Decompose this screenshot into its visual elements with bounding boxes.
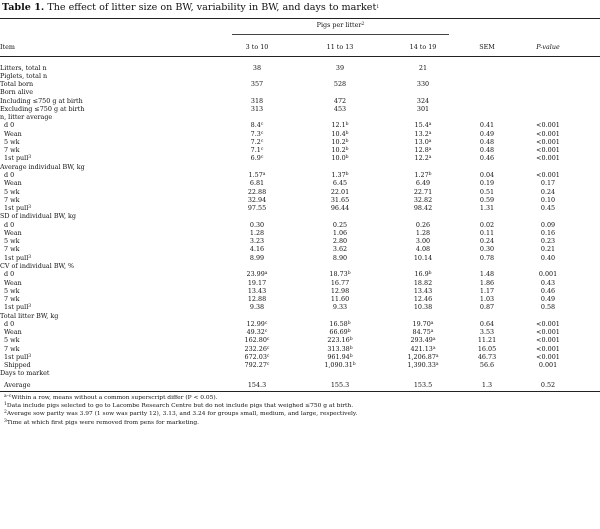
cell-col-14-to-19: 13.2$^a$: [414, 129, 432, 138]
row-label: 5 wk: [4, 336, 20, 345]
superscript-letter: c: [266, 353, 270, 359]
cell-col-14-to-19: 1.28: [415, 228, 431, 237]
table-row: [0, 64, 600, 72]
row-label: CV of individual BW, %: [0, 261, 75, 270]
cell-col-p-value: <0.001: [536, 146, 560, 155]
table-row: [0, 353, 600, 361]
row-label: 1st pull$^3$: [4, 352, 32, 361]
row-label: 1st pull$^3$: [4, 204, 32, 213]
row-label: n, litter average: [0, 113, 53, 122]
table-row: [0, 138, 600, 146]
cell-col-sem: 1.17: [479, 286, 495, 295]
row-label: Total litter BW, kg: [0, 311, 59, 320]
cell-col-11-to-13: 10.2$^b$: [331, 146, 349, 155]
cell-col-p-value: <0.001: [536, 121, 560, 130]
cell-col-p-value: <0.001: [536, 352, 560, 361]
superscript-letter: c: [260, 155, 264, 161]
cell-col-3-to-10: 22.88: [247, 187, 267, 196]
table-row: [0, 221, 600, 229]
cell-col-11-to-13: 472: [333, 96, 347, 105]
row-label: d 0: [4, 220, 15, 229]
cell-col-3-to-10: 232.26$^c$: [244, 344, 270, 353]
superscript-letter: c: [260, 130, 264, 136]
table-row: [0, 279, 600, 287]
top-rule: [0, 18, 600, 19]
cell-col-11-to-13: 1.06: [332, 228, 348, 237]
row-label-footnote-marker: 3: [28, 304, 32, 310]
row-label: 7 wk: [4, 295, 20, 304]
footnote-marker: a–c: [4, 394, 12, 399]
cell-col-sem: 56.6: [479, 361, 495, 370]
row-label: SD of individual BW, kg: [0, 212, 76, 221]
bottom-rule: [0, 391, 600, 392]
cell-col-14-to-19: 421.13$^a$: [410, 344, 436, 353]
cell-col-14-to-19: 12.46: [413, 295, 433, 304]
cell-col-11-to-13: 10.4$^b$: [331, 129, 349, 138]
cell-col-sem: 0.64: [479, 319, 495, 328]
header-rule: [0, 56, 600, 57]
cell-col-p-value: <0.001: [536, 319, 560, 328]
row-label: Days to market: [0, 369, 50, 378]
header-col-11-to-13: 11 to 13: [326, 43, 354, 51]
superscript-letter: b: [349, 345, 353, 351]
cell-col-11-to-13: 10.0$^b$: [331, 154, 349, 163]
cell-col-14-to-19: 293.49$^a$: [410, 336, 436, 345]
table-title: [2, 2, 379, 14]
cell-col-p-value: 0.45: [540, 204, 556, 213]
cell-col-sem: 0.59: [479, 195, 495, 204]
cell-col-11-to-13: 223.16$^b$: [327, 336, 353, 345]
header-col-3-to-10: 3 to 10: [245, 43, 269, 51]
superscript-letter: b: [349, 337, 353, 343]
footnote-text: Data include pigs selected to go to Lacombe Research Centre but do not include pigs that weighed ≤750 g at birth.: [6, 403, 354, 410]
footnote-marker: 2: [4, 410, 7, 416]
cell-col-11-to-13: 16.58$^b$: [329, 319, 351, 328]
cell-col-14-to-19: 324: [416, 96, 430, 105]
header-col-p-value: P-value: [536, 43, 560, 51]
superscript-letter: a: [428, 130, 432, 136]
header-col-14-to-19: 14 to 19: [409, 43, 437, 51]
column-group-footnote-marker: 2: [361, 22, 365, 27]
cell-col-14-to-19: 330: [416, 80, 430, 89]
cell-col-p-value: <0.001: [536, 137, 560, 146]
superscript-letter: b: [345, 122, 349, 128]
superscript-letter: b: [352, 362, 356, 368]
table-row: [0, 328, 600, 336]
superscript-letter: a: [428, 122, 432, 128]
cell-col-11-to-13: 961.94$^b$: [327, 352, 353, 361]
footnote-marker: 3: [4, 418, 7, 424]
cell-col-11-to-13: 155.3: [330, 380, 350, 389]
cell-col-14-to-19: 12.2$^a$: [414, 154, 432, 163]
cell-col-3-to-10: 97.55: [247, 204, 267, 213]
cell-col-14-to-19: 10.14: [413, 253, 433, 262]
table-row: [0, 179, 600, 187]
cell-col-p-value: <0.001: [536, 154, 560, 163]
cell-col-p-value: 0.21: [540, 245, 556, 254]
cell-col-11-to-13: 2.80: [332, 237, 348, 246]
cell-col-3-to-10: 0.30: [249, 220, 265, 229]
cell-col-11-to-13: 39: [335, 63, 345, 72]
cell-col-14-to-19: 4.08: [415, 245, 431, 254]
cell-col-3-to-10: 49.32$^c$: [246, 328, 268, 337]
row-label: Shipped: [4, 361, 31, 370]
table-row: [0, 287, 600, 295]
superscript-letter: b: [347, 271, 351, 277]
cell-col-p-value: 0.001: [538, 361, 558, 370]
cell-col-sem: 0.48: [479, 137, 495, 146]
cell-col-3-to-10: 13.43: [247, 286, 267, 295]
cell-col-sem: 0.46: [479, 154, 495, 163]
cell-col-p-value: <0.001: [536, 328, 560, 337]
superscript-letter: a: [435, 353, 439, 359]
cell-col-sem: 1.48: [479, 270, 495, 279]
cell-col-p-value: 0.52: [540, 380, 556, 389]
superscript-letter: a: [430, 329, 434, 335]
superscript-letter: c: [264, 320, 268, 326]
cell-col-3-to-10: 7.1$^c$: [250, 146, 264, 155]
superscript-letter: a: [435, 362, 439, 368]
cell-col-14-to-19: 32.82: [413, 195, 433, 204]
superscript-letter: b: [347, 329, 351, 335]
footnote: [4, 394, 218, 402]
cell-col-p-value: 0.58: [540, 303, 556, 312]
superscript-letter: a: [264, 271, 268, 277]
cell-col-3-to-10: 672.03$^c$: [244, 352, 270, 361]
table-row: [0, 345, 600, 353]
cell-col-3-to-10: 162.80$^c$: [244, 336, 270, 345]
table-caption: The effect of litter size on BW, variability in BW, and days to market: [47, 2, 377, 13]
row-label: Wean: [4, 228, 22, 237]
cell-col-3-to-10: 3.23: [249, 237, 265, 246]
row-label: d 0: [4, 171, 15, 179]
column-group-label: Pigs per litter: [316, 21, 362, 29]
superscript-letter: b: [347, 320, 351, 326]
table-row: [0, 80, 600, 88]
cell-col-11-to-13: 31.65: [330, 195, 350, 204]
row-label: Excluding ≤750 g at birth: [0, 104, 85, 113]
footnote-marker: 1: [4, 402, 7, 408]
row-label: Wean: [4, 179, 22, 188]
table-row: [0, 262, 600, 270]
cell-col-3-to-10: 154.3: [247, 380, 267, 389]
row-label: 7 wk: [4, 245, 20, 254]
footnote-text: Average sow parity was 3.97 (1 sow was parity 12), 3.13, and 3.24 for groups small, medium, and large, respectively.: [6, 411, 358, 418]
row-label: 5 wk: [4, 237, 20, 246]
cell-col-sem: 0.48: [479, 146, 495, 155]
cell-col-3-to-10: 38: [252, 63, 262, 72]
cell-col-3-to-10: 6.81: [249, 179, 265, 188]
superscript-letter: c: [266, 345, 270, 351]
superscript-letter: b: [345, 155, 349, 161]
cell-col-14-to-19: 6.49: [415, 179, 431, 188]
cell-col-11-to-13: 1,090.31$^b$: [324, 361, 356, 370]
cell-col-sem: 1.86: [479, 278, 495, 287]
cell-col-p-value: 0.23: [540, 237, 556, 246]
row-label: d 0: [4, 121, 15, 130]
cell-col-sem: 11.21: [477, 336, 497, 345]
superscript-letter: a: [428, 155, 432, 161]
row-label: d 0: [4, 270, 15, 279]
cell-col-3-to-10: 8.99: [249, 253, 265, 262]
cell-col-14-to-19: 12.8$^a$: [414, 146, 432, 155]
cell-col-14-to-19: 13.43: [413, 286, 433, 295]
table-row: [0, 72, 600, 80]
cell-col-sem: 0.87: [479, 303, 495, 312]
table-row: [0, 381, 600, 389]
superscript-letter: a: [430, 320, 434, 326]
table-row: [0, 245, 600, 253]
footnote: [4, 419, 199, 427]
cell-col-3-to-10: 32.94: [247, 195, 267, 204]
cell-col-14-to-19: 0.26: [415, 220, 431, 229]
table-row: [0, 369, 600, 377]
table-row: [0, 212, 600, 220]
table-row: [0, 320, 600, 328]
cell-col-sem: 0.02: [479, 220, 495, 229]
cell-col-14-to-19: 301: [416, 104, 430, 113]
cell-col-14-to-19: 1,206.87$^a$: [407, 352, 439, 361]
superscript-letter: a: [428, 147, 432, 153]
cell-col-11-to-13: 12.98: [330, 286, 350, 295]
row-label: 7 wk: [4, 344, 20, 353]
cell-col-p-value: 0.24: [540, 187, 556, 196]
cell-col-14-to-19: 98.42: [413, 204, 433, 213]
row-label: 5 wk: [4, 187, 20, 196]
cell-col-11-to-13: 16.77: [330, 278, 350, 287]
cell-col-11-to-13: 66.69$^b$: [329, 328, 351, 337]
cell-col-14-to-19: 1.27$^b$: [414, 171, 432, 179]
cell-col-14-to-19: 21: [418, 63, 428, 72]
cell-col-sem: 0.04: [479, 171, 495, 179]
footnote-text: Time at which first pigs were removed from pens for marketing.: [6, 419, 200, 426]
cell-col-14-to-19: 15.4$^a$: [414, 121, 432, 130]
cell-col-11-to-13: 0.25: [332, 220, 348, 229]
cell-col-p-value: 0.001: [538, 270, 558, 279]
cell-col-p-value: 0.49: [540, 295, 556, 304]
cell-col-11-to-13: 3.62: [332, 245, 348, 254]
cell-col-11-to-13: 12.1$^b$: [331, 121, 349, 130]
row-label: Piglets, total n: [0, 71, 48, 80]
column-group-header: [232, 21, 449, 29]
row-label: Wean: [4, 129, 22, 138]
footnote-text: Within a row, means without a common superscript differ (P < 0.05).: [11, 395, 218, 401]
table-row: [0, 336, 600, 344]
row-label: 7 wk: [4, 146, 20, 155]
cell-col-p-value: <0.001: [536, 336, 560, 345]
table-row: [0, 113, 600, 121]
row-label: d 0: [4, 319, 15, 328]
superscript-letter: b: [428, 271, 432, 277]
cell-col-11-to-13: 313.38$^b$: [327, 344, 353, 353]
cell-col-14-to-19: 1,390.33$^a$: [407, 361, 439, 370]
cell-col-14-to-19: 16.9$^b$: [414, 270, 432, 279]
table-number: Table 1.: [2, 2, 45, 13]
cell-col-p-value: 0.10: [540, 195, 556, 204]
cell-col-sem: 0.49: [479, 129, 495, 138]
row-label-footnote-marker: 3: [28, 254, 32, 260]
cell-col-11-to-13: 9.33: [332, 303, 348, 312]
cell-col-p-value: 0.40: [540, 253, 556, 262]
table-row: [0, 171, 600, 179]
row-label: Litters, total n: [0, 63, 47, 72]
cell-col-p-value: 0.46: [540, 286, 556, 295]
cell-col-14-to-19: 84.75$^a$: [412, 328, 434, 337]
superscript-letter: b: [345, 130, 349, 136]
table-row: [0, 121, 600, 129]
row-label: 1st pull$^3$: [4, 253, 32, 262]
footnote: [4, 410, 357, 418]
row-label: 1st pull$^3$: [4, 303, 32, 312]
table-row: [0, 270, 600, 278]
table-row: [0, 295, 600, 303]
cell-col-sem: 1.31: [479, 204, 495, 213]
table-row: [0, 163, 600, 171]
table-row: [0, 229, 600, 237]
cell-col-11-to-13: 6.45: [332, 179, 348, 188]
cell-col-14-to-19: 153.5: [413, 380, 433, 389]
table-row: [0, 204, 600, 212]
row-label-footnote-marker: 3: [28, 205, 32, 211]
cell-col-p-value: <0.001: [536, 171, 560, 179]
cell-col-p-value: 0.16: [540, 228, 556, 237]
cell-col-3-to-10: 7.3$^c$: [250, 129, 264, 138]
cell-col-14-to-19: 13.0$^a$: [414, 137, 432, 146]
row-label: Wean: [4, 278, 22, 287]
row-label: 1st pull$^3$: [4, 154, 32, 163]
superscript-letter: c: [266, 337, 270, 343]
cell-col-11-to-13: 10.2$^b$: [331, 137, 349, 146]
superscript-letter: b: [345, 147, 349, 153]
row-label-footnote-marker: 3: [28, 353, 32, 359]
cell-col-14-to-19: 10.38: [413, 303, 433, 312]
cell-col-3-to-10: 23.99$^a$: [246, 270, 268, 279]
row-label: Including ≤750 g at birth: [0, 96, 83, 105]
row-label: 5 wk: [4, 137, 20, 146]
header-col-sem: SEM: [479, 43, 495, 51]
row-label-footnote-marker: 3: [28, 155, 32, 161]
cell-col-11-to-13: 1.37$^b$: [331, 171, 349, 179]
cell-col-sem: 0.24: [479, 237, 495, 246]
title-footnote-marker: 1: [376, 5, 380, 10]
column-group-rule: [232, 34, 449, 35]
table-row: [0, 312, 600, 320]
cell-col-3-to-10: 4.16: [249, 245, 265, 254]
cell-col-3-to-10: 318: [250, 96, 264, 105]
cell-col-3-to-10: 9.38: [249, 303, 265, 312]
cell-col-sem: 0.19: [479, 179, 495, 188]
footnote: [4, 402, 353, 410]
cell-col-3-to-10: 1.57$^a$: [248, 171, 266, 179]
cell-col-3-to-10: 6.9$^c$: [250, 154, 264, 163]
superscript-letter: b: [345, 172, 349, 177]
cell-col-11-to-13: 22.01: [330, 187, 350, 196]
table-row: [0, 303, 600, 311]
cell-col-14-to-19: 3.00: [415, 237, 431, 246]
cell-col-14-to-19: 18.82: [413, 278, 433, 287]
cell-col-3-to-10: 19.17: [247, 278, 267, 287]
row-label: Average individual BW, kg: [0, 162, 85, 171]
cell-col-p-value: <0.001: [536, 129, 560, 138]
cell-col-sem: 1.3: [481, 380, 493, 389]
row-label: Born alive: [0, 88, 34, 97]
superscript-letter: c: [260, 138, 264, 144]
table-row: [0, 196, 600, 204]
cell-col-3-to-10: 12.88: [247, 295, 267, 304]
row-label: Average: [4, 380, 31, 389]
cell-col-p-value: <0.001: [536, 344, 560, 353]
cell-col-3-to-10: 12.99$^c$: [246, 319, 268, 328]
superscript-letter: a: [432, 337, 436, 343]
table-row: [0, 361, 600, 369]
cell-col-sem: 46.73: [477, 352, 497, 361]
cell-col-sem: 0.41: [479, 121, 495, 130]
table-row: [0, 105, 600, 113]
cell-col-3-to-10: 7.2$^c$: [250, 137, 264, 146]
table-row: [0, 130, 600, 138]
cell-col-sem: 0.78: [479, 253, 495, 262]
cell-col-sem: 1.03: [479, 295, 495, 304]
superscript-letter: a: [432, 345, 436, 351]
superscript-letter: c: [260, 122, 264, 128]
cell-col-11-to-13: 8.90: [332, 253, 348, 262]
table-row: [0, 88, 600, 96]
table-row: [0, 254, 600, 262]
cell-col-3-to-10: 8.4$^c$: [250, 121, 264, 130]
cell-col-3-to-10: 792.27$^c$: [244, 361, 270, 370]
table-row: [0, 154, 600, 162]
header-item: Item: [0, 43, 15, 51]
cell-col-11-to-13: 528: [333, 80, 347, 89]
superscript-letter: b: [428, 172, 432, 177]
cell-col-sem: 16.05: [477, 344, 497, 353]
cell-col-sem: 3.53: [479, 328, 495, 337]
superscript-letter: c: [260, 147, 264, 153]
table-row: [0, 146, 600, 154]
cell-col-11-to-13: 96.44: [330, 204, 350, 213]
cell-col-11-to-13: 18.73$^b$: [329, 270, 351, 279]
cell-col-11-to-13: 11.60: [330, 295, 350, 304]
superscript-letter: a: [262, 172, 266, 177]
superscript-letter: c: [266, 362, 270, 368]
table-row: [0, 237, 600, 245]
cell-col-14-to-19: 22.71: [413, 187, 433, 196]
cell-col-sem: 0.30: [479, 245, 495, 254]
row-label: Wean: [4, 328, 22, 337]
cell-col-sem: 0.11: [479, 228, 495, 237]
row-label: Total born: [0, 80, 34, 89]
table-row: [0, 97, 600, 105]
cell-col-sem: 0.51: [479, 187, 495, 196]
superscript-letter: a: [428, 138, 432, 144]
cell-col-11-to-13: 453: [333, 104, 347, 113]
cell-col-p-value: 0.17: [540, 179, 556, 188]
cell-col-p-value: 0.09: [540, 220, 556, 229]
cell-col-3-to-10: 1.28: [249, 228, 265, 237]
superscript-letter: b: [345, 138, 349, 144]
superscript-letter: b: [349, 353, 353, 359]
table-row: [0, 188, 600, 196]
superscript-letter: c: [264, 329, 268, 335]
row-label: 5 wk: [4, 286, 20, 295]
cell-col-3-to-10: 357: [250, 80, 264, 89]
cell-col-14-to-19: 19.70$^a$: [412, 319, 434, 328]
cell-col-3-to-10: 313: [250, 104, 264, 113]
row-label: 7 wk: [4, 195, 20, 204]
cell-col-p-value: 0.43: [540, 278, 556, 287]
